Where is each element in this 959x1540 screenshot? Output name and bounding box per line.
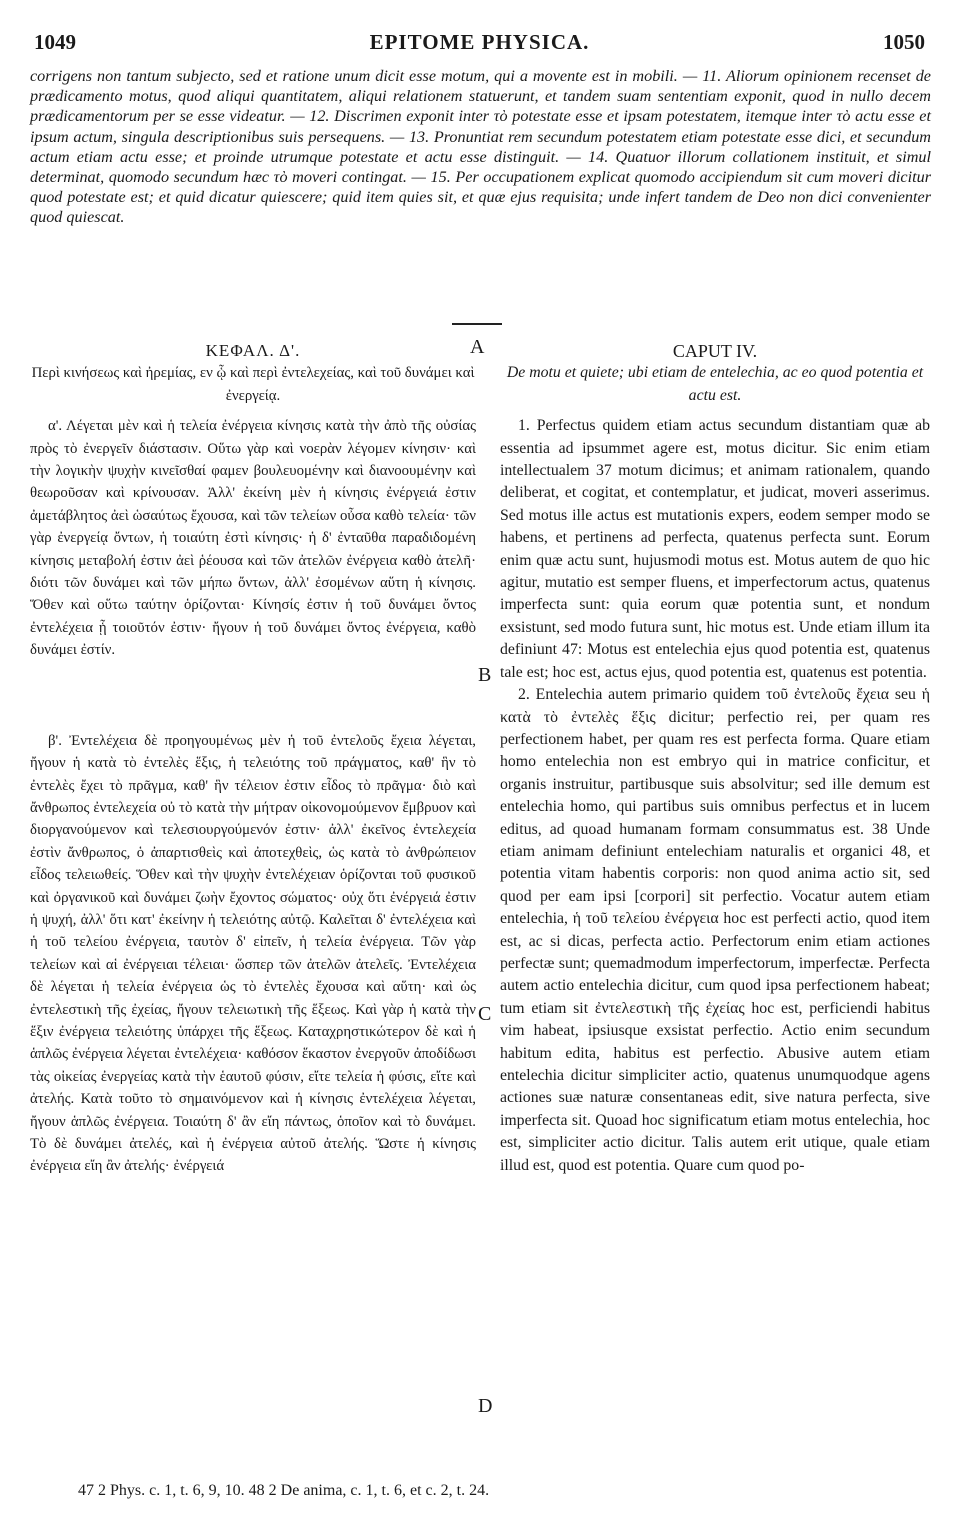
running-title: EPITOME PHYSICA. — [369, 30, 590, 54]
chapter-summary: corrigens non tantum subjecto, sed et ratione unum dicit esse motum, qui a movente est in mobili. — 11. Aliorum opinionem recenset de prædicamento motus, quod aliqui quantitatem, aliqui relationem statuerunt, et tandem suam sententiam exponit, quod in nullo decem prædicamentorum per se esse videatur. — 12. Discrimen exponit inter τὸ potestate esse et ipsam potestatem, itemque inter τὸ actu esse et ipsum actum, singula descriptionibus suis persequens. — 13. Pronuntiat rem secundum potestatem etiam potestate esse dici, et secundum actum etiam actu esse; et proinde utrumque potestate et actu esse distinguit. — 14. Quatuor illorum collationem instituit, et simul determinat, quomodo secundum hæc τὸ moveri contingat. — 15. Per occupationem explicat quomodo accipiendum sit cum moveri dicitur quod potestate est; et quid dicatur quiescere; quid item quies sit, et quæ ejus requisita; unde infert tandem de Deo non dici convenienter quod quiescat. — [30, 67, 931, 227]
latin-chapter-title: CAPUT IV. — [672, 341, 758, 361]
right-page-number: 1050 — [883, 30, 925, 54]
footnotes: 47 2 Phys. c. 1, t. 6, 9, 10. 48 2 De anima, c. 1, t. 6, et c. 2, t. 24. — [78, 1482, 490, 1499]
page-header — [28, 30, 931, 58]
margin-marker-d: D — [478, 1395, 493, 1417]
margin-marker-c: C — [478, 1003, 492, 1025]
greek-chapter-subtitle: Περὶ κινήσεως καὶ ἠρεμίας, εν ᾧ καὶ περὶ ἐντελεχείας, καὶ τοῦ δυνάμει καὶ ἐνεργείᾳ. — [31, 365, 475, 404]
greek-column — [30, 340, 476, 1178]
margin-marker-b: B — [478, 664, 492, 686]
margin-marker-a: A — [470, 336, 485, 358]
greek-chapter-title: ΚΕΦΑΛ. Δ'. — [205, 341, 301, 360]
left-page-number: 1049 — [34, 30, 76, 54]
greek-paragraph-1: α'. Λέγεται μὲν καὶ ἡ τελεία ἐνέργεια κίνησις κατὰ τὴν ἀπὸ τῆς οὐσίας πρὸς τὸ ἐνεργεῖν διάστασιν. Οὕτω γὰρ καὶ νοερὰν λέγομεν κίνησιν· καὶ τὴν λογικὴν ψυχὴν κινεῖσθαί φαμεν βουλευομένην καὶ διανοουμένην καὶ θεωροῦσαν καὶ κρίνουσαν. Ἀλλ' ἐκείνη μὲν ἡ κίνησις ἐνέργειά ἐστιν ἀμετάβλητος ἀεὶ ὡσαύτως ἔχουσα, καὶ τῶν τελείων οὖσα καθὸ τελεία· τῶν γὰρ ἐνεργείᾳ ὄντων, ἡ τοιαύτη ἐστὶ κίνησις· ἡ δ' ἐνταῦθα παραδιδομένη κίνησις μεταβολή ἐστιν ἀεὶ ῥέουσα καὶ τῶν ἀτελῶν ἐνέργεια καθὸ ἀτελῆ· διότι τῶν δυνάμει καὶ τῶν μήπω ὄντων, ἀλλ' ἐσομένων αὕτη ἡ κίνησις. Ὅθεν καὶ οὕτω ταύτην ὁρίζονται· Κίνησίς ἐστιν ἡ τοῦ δυνάμει ὄντος ἐντελέχεια ᾗ τοιοῦτόν ἐστιν· ἤγουν ἡ τοῦ δυνάμει ὄντος ἐνέργεια, καθὸ δυνάμει ἐστίν. — [30, 418, 476, 659]
greek-paragraph-2: β'. Ἐντελέχεια δὲ προηγουμένως μὲν ἡ τοῦ ἐντελοῦς ἔχεια λέγεται, ἤγουν ἡ κατὰ τὸ ἐντελὲς ἕξις, ἡ τελειότης τοῦ πράγματος, καθ' ἣν τὸ ἐντελὲς ἔχει τὸ πρᾶγμα, καθ' ἣν τέλειον ἐστιν εἶδος τὸ πρᾶγμα· διὸ καὶ ἄνθρωπος ἐντελεχεία οὐ τὸ κατὰ τὴν μήτραν οἰκονομούμενον ἔμβρυον καὶ διοργανούμενον καὶ τελεσιουργούμενόν ἐστιν· ἀλλ' ἐκεῖνος ἐντελεχεία ἐστὶν ἄνθρωπος, ὁ ἀπαρτισθεὶς καὶ ἀποτεχθεὶς, ὡς κατὰ τὸ ἀνθρώπειον εἶδος τελειωθείς. Ὅθεν καὶ τὴν ψυχὴν ἐντελέχειαν ὁρίζονται τοῦ φυσικοῦ καὶ ὀργανικοῦ καὶ δυνάμει ζωὴν ἔχοντος σώματος· οὐχ ὅτι ἐνέργειά ἐστιν ἡ ψυχή, ἀλλ' ὅτι κατ' ἐκείνην ἡ τελειότης αὐτῷ. Καλεῖται δ' ἐντελέχεια καὶ ἡ τοῦ τελείου ἐνέργεια, ταυτὸν δ' εἰπεῖν, ἡ τελεία ἐνέργεια. Τῶν γὰρ τελείων καὶ αἱ ἐνέργειαι τέλειαι· ὥσπερ τῶν ἀτελῶν ἀτελεῖς. Ἐντελέχεια δὲ λέγεται ἡ τελεία ἐνέργεια ὡς τὸ ἐντελὲς ἔχουσα καὶ αὕτη· καὶ ὡς ἐντελεστικὴ τῆς ἐχείας, ἤγουν τελειωτικὴ τῆς ἕξεως. Καὶ γὰρ ἡ κατὰ τὴν ἕξιν ἐνέργεια τελειότης ὑπάρχει τῆς ἕξεως. Καταχρηστικώτερον δὲ καὶ ἡ ἁπλῶς ἐνέργεια λέγεται ἐντελέχεια· καθόσον ἕκαστον ἐνεργοῦν ἀποδίδωσι τὰς οἰκείας ἐνεργείας κατὰ τὴν ἑαυτοῦ φύσιν, εἴτε τελεία ἡ φύσις, εἴτε καὶ ἀτελής. Κατὰ τοῦτο τὸ σημαινόμενον καὶ ἡ κίνησις ἐντελέχεια λέγεται, ἤγουν ἁπλῶς ἐνέργεια. Τοιαύτη δ' ἂν εἴη πάντως, ὁποῖον καὶ τὸ δυνάμει. Τὸ δὲ δυνάμει ἀτελές, καὶ ἡ ἐνέργεια αὐτοῦ ἀτελής. Ὥστε ἡ κίνησις ἐνέργεια εἴη ἂν ἀτελής· ἐνέργειά — [30, 732, 476, 1175]
latin-paragraph-2: 2. Entelechia autem primario quidem τοῦ ἐντελοῦς ἔχεια seu ἡ κατὰ τὸ ἐντελὲς ἕξις dicitur; perfectio rei, per quam res perfectionem habet, per quam res est perfecta forma. Quare etiam homo entelechia non est embryo qui in matrice conficitur, et organis instruitur, partibusque suis absolvitur; sed ille demum est entelechia homo, qui partibus suis omnibus perfectus et in lucem editus, ad quoad humanam formam consummatus est. 38 Unde etiam animam definiunt entelechiam naturalis et organici 48, et potentia vitam habentis corporis: non quod anima actio sit, sed quod per eam ipsi [corpori] sit perfectio. Vocatur autem etiam entelechia, ἡ τοῦ τελείου ἐνέργεια hoc est perfecti actio, quod item est, ac si dicas, perfecta actio. Perfectorum enim etiam actiones perfectæ sunt; quemadmodum imperfectorum, imperfectæ. Perfecta autem actio entelechia dicitur, cum quod ipsa perfectionem habeat; tum etiam sit ἐντελεστικὴ τῆς ἐχείας hoc est, perficiendi habitus vim habeat, ipsiusque exsistat perfectio. Actio enim secundum habitum edita, habitus est perfectio. Abusive autem etiam entelechia dicitur simpliciter actio, quatenus unumquodque agens actiones suæ naturæ consentaneas edit, sive natura perfecta, sive imperfecta sit. Quoad hoc significatum etiam motus entelechia, hoc est, simpliciter actio dicitur. Talis autem erit utique, quale etiam illud est, quod est potentia. Quare cum quod po- — [500, 686, 930, 1174]
section-divider — [452, 323, 502, 325]
latin-column — [500, 340, 930, 1177]
latin-paragraph-1: 1. Perfectus quidem etiam actus secundum distantiam quæ ab essentia ad ipsummet agere est, motus dicitur. Sic enim etiam intellectualem 37 motum dicimus; et animam rationalem, quando deliberat, et cogitat, et contemplatur, et judicat, moveri asserimus. Sed motus ille actus est mutationis expers, eodem semper modo se habens, et pertinens ad perfecta, quatenus perfecta sunt. Eorum enim quæ actu sunt, hujusmodi motus est. Motus autem de quo hic agitur, mutatio est semper fluens, et imperfectorum actus, quatenus imperfecta sunt: quia eorum quæ potentia sunt, et nondum exsistunt, sed modo futura sunt, hic motus est. Unde etiam illum ita definiunt 47: Motus est entelechia ejus quod potentia est, quatenus tale est; hoc est, actus ejus, quod potentia est, quatenus est potentia. — [500, 417, 930, 681]
latin-chapter-subtitle: De motu et quiete; ubi etiam de entelechia, ac eo quod potentia et actu est. — [506, 364, 924, 404]
